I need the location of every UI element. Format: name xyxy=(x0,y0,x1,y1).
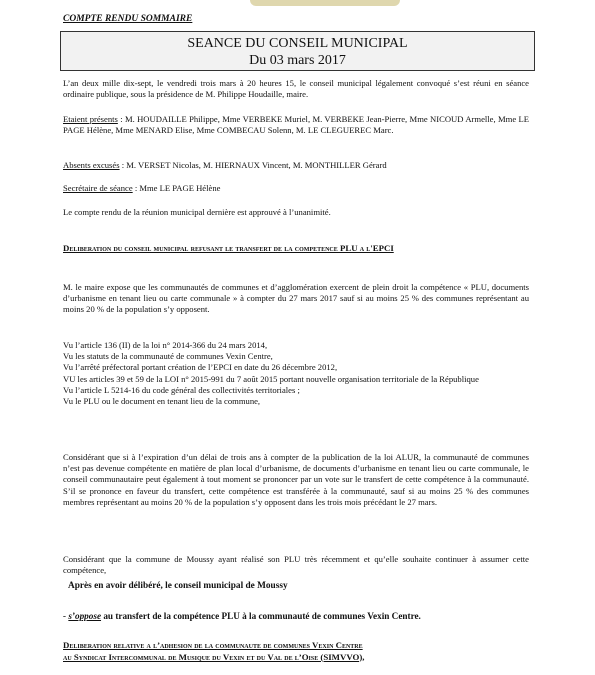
deliberation-2-title-line-2: au Syndicat Intercommunal de Musique du Vexin et du Val de l’Oise (SIMVVO), xyxy=(63,651,365,662)
absents-label: Absents excusés xyxy=(63,160,120,170)
considerant-2: Considérant que la commune de Moussy ayant réalisé son PLU très récemment et qu’elle souhaite continuer à assumer cette compétence, xyxy=(63,554,529,576)
session-title-box xyxy=(60,31,535,71)
decision-verb: s’oppose xyxy=(68,611,102,621)
secretary-label: Secrétaire de séance xyxy=(63,183,133,193)
session-date: Du 03 mars 2017 xyxy=(249,53,346,68)
vu-line: Vu l’arrêté préfectoral portant création de l’EPCI en date du 26 décembre 2012, xyxy=(63,362,338,373)
vu-line: VU les articles 39 et 59 de la LOI n° 2015-991 du 7 août 2015 portant nouvelle organisation territoriale de la République xyxy=(63,373,479,384)
presents-label: Etaient présents xyxy=(63,114,118,124)
deliberation-2-title-line-1: Deliberation relative a l’adhesion de la communaute de communes Vexin Centre xyxy=(63,640,363,650)
decision-text: au transfert de la compétence PLU à la communauté de communes Vexin Centre. xyxy=(101,611,421,621)
secretary-paragraph xyxy=(63,183,529,194)
deliberation-intro: Après en avoir délibéré, le conseil municipal de Moussy xyxy=(68,581,288,591)
intro-paragraph: L’an deux mille dix-sept, le vendredi trois mars à 20 heures 15, le conseil municipal légalement convoqué s’est réuni en séance ordinaire publique, sous la présidence de M. Philippe Houdaille, maire. xyxy=(63,78,529,100)
vu-line: Vu les statuts de la communauté de communes Vexin Centre, xyxy=(63,351,273,362)
decision-line xyxy=(63,610,421,622)
secretary-name: : Mme LE PAGE Hélène xyxy=(132,183,221,193)
approval-paragraph: Le compte rendu de la réunion municipal dernière est approuvé à l’unanimité. xyxy=(63,207,331,217)
session-title: SEANCE DU CONSEIL MUNICIPAL xyxy=(187,36,408,51)
header-logo-fragment xyxy=(250,0,400,6)
deliberation-1-title: Deliberation du conseil municipal refusant le transfert de la competence PLU a l'EPCI xyxy=(63,243,394,253)
absents-paragraph xyxy=(63,160,529,171)
vu-line: Vu l’article 136 (II) de la loi n° 2014-366 du 24 mars 2014, xyxy=(63,340,268,350)
vu-line: Vu le PLU ou le document en tenant lieu de la commune, xyxy=(63,396,261,407)
considerant-1: Considérant que si à l’expiration d’un délai de trois ans à compter de la publication de la loi ALUR, la communauté de communes n’est pas devenue compétente en matière de plan local d’urbanisme, de documents d’urbanisme en tenant lieu ou carte communale, le conseil communautaire peut également à tout moment se prononcer par un vote sur le transfert de cette compétence à la communauté. S’il se prononce en faveur du transfert, cette compétence est transférée à la communauté, sauf si au moins 25 % des communes membres représentant au moins 20 % de la population s’y opposent dans les trois mois précédant le 27 mars. xyxy=(63,452,529,507)
decision-dash: - xyxy=(63,611,69,621)
presents-paragraph xyxy=(63,114,529,136)
deliberation-1-expose: M. le maire expose que les communautés de communes et d’agglomération exercent de plein droit la compétence « PLU, documents d’urbanisme en tenant lieu ou carte communale » à compter du 27 mars 2017 sauf si au moins 25 % des communes représentant au moins 20 % de la population s’y opposent. xyxy=(63,282,529,315)
vu-line: Vu l’article L 5214-16 du code général des collectivités territoriales ; xyxy=(63,384,300,395)
absents-list: : M. VERSET Nicolas, M. HIERNAUX Vincent, M. MONTHILLER Gérard xyxy=(119,160,387,170)
deliberation-2-title xyxy=(63,640,529,663)
report-type-label: COMPTE RENDU SOMMAIRE xyxy=(63,14,193,24)
vu-list xyxy=(63,340,529,407)
presents-list: : M. HOUDAILLE Philippe, Mme VERBEKE Muriel, M. VERBEKE Jean-Pierre, Mme NICOUD Armelle, Mme LE PAGE Hélène, Mme MENARD Elise, Mme COMBECAU Solenn, M. LE CLEGUEREC Marc. xyxy=(63,114,529,136)
